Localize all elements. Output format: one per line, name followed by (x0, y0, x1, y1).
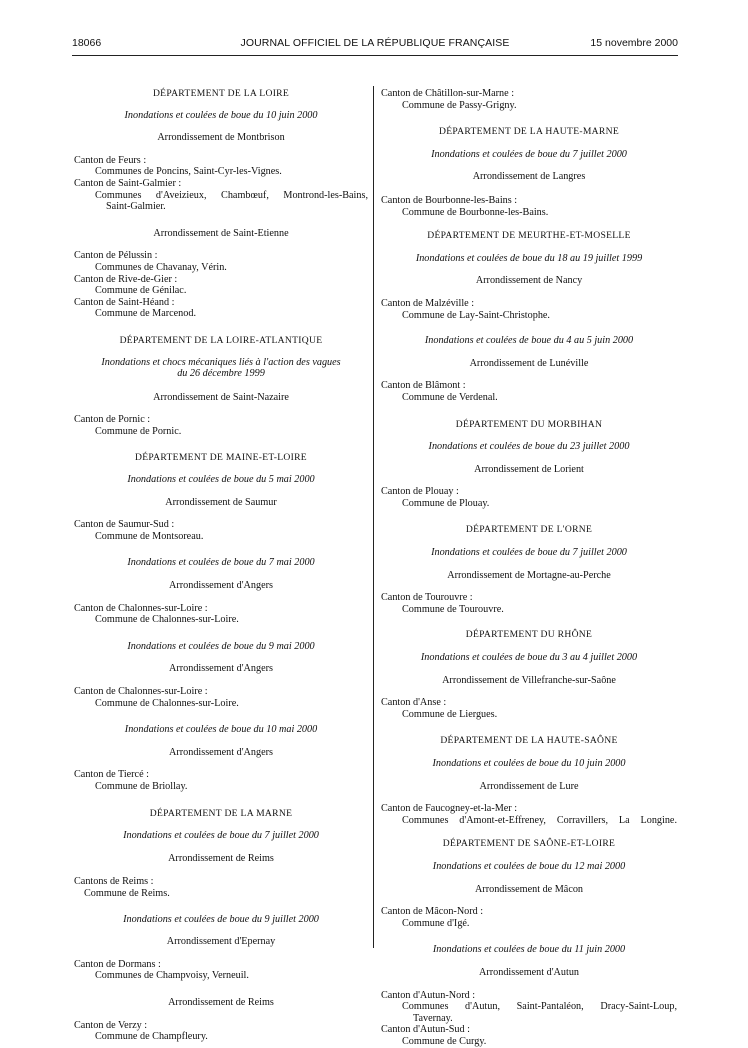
commune-line: Commune de Briollay. (95, 780, 188, 792)
page-header (72, 38, 678, 54)
event-heading: Inondations et coulées de boue du 7 mai 2000 (127, 557, 315, 569)
event-heading: Inondations et coulées de boue du 9 mai 2000 (127, 640, 315, 652)
event-heading: Inondations et coulées de boue du 7 juillet 2000 (431, 547, 627, 559)
canton-line: Canton d'Anse : (381, 697, 447, 709)
left-column (74, 88, 368, 1043)
commune-line: Commune de Verdenal. (402, 391, 498, 403)
event-heading: Inondations et coulées de boue du 5 mai 2000 (127, 474, 315, 486)
department-heading: DÉPARTEMENT DE MEURTHE-ET-MOSELLE (427, 230, 631, 242)
commune-line: Communes d'Aveizieux, Chambœuf, Montrond-les-Bains, (95, 189, 368, 201)
commune-line: Commune de Reims. (84, 887, 170, 899)
issue-date: 15 novembre 2000 (590, 37, 678, 49)
canton-line: Canton de Faucogney-et-la-Mer : (381, 803, 518, 815)
commune-line: Commune de Génilac. (95, 285, 187, 297)
arrondissement-heading: Arrondissement d'Angers (169, 663, 273, 675)
arrondissement-heading: Arrondissement d'Autun (478, 966, 580, 978)
commune-line: Commune de Lay-Saint-Christophe. (402, 309, 550, 321)
commune-line: Commune de Chalonnes-sur-Loire. (95, 697, 239, 709)
arrondissement-heading: Arrondissement de Langres (472, 171, 586, 183)
arrondissement-heading: Arrondissement de Lure (479, 780, 579, 792)
canton-line: Canton de Tiercé : (74, 769, 149, 781)
arrondissement-heading: Arrondissement de Montbrison (157, 132, 285, 144)
canton-line: Canton de Feurs : (74, 154, 147, 166)
arrondissement-heading: Arrondissement d'Epernay (166, 936, 276, 948)
canton-line: Canton de Châtillon-sur-Marne : (381, 88, 515, 99)
commune-line: Commune de Marcenod. (95, 308, 196, 320)
commune-line: Commune de Plouay. (402, 497, 490, 509)
event-heading: Inondations et coulées de boue du 23 juillet 2000 (428, 441, 630, 453)
commune-line: Communes de Poncins, Saint-Cyr-les-Vignes. (95, 166, 282, 178)
event-heading: Inondations et coulées de boue du 9 juillet 2000 (123, 913, 319, 925)
arrondissement-heading: Arrondissement d'Angers (169, 580, 273, 592)
canton-line: Canton de Tourouvre : (381, 592, 473, 604)
commune-line: Saint-Galmier. (106, 201, 166, 213)
canton-line: Canton de Dormans : (74, 958, 161, 970)
canton-line: Canton de Pélussin : (74, 250, 158, 262)
canton-line: Canton de Blâmont : (381, 380, 466, 392)
department-heading: DÉPARTEMENT DE LA HAUTE-MARNE (438, 126, 619, 138)
commune-line: Commune de Passy-Grigny. (402, 99, 517, 111)
column-divider (373, 86, 374, 948)
department-heading: DÉPARTEMENT DU MORBIHAN (455, 418, 603, 430)
department-heading: DÉPARTEMENT DE L'ORNE (465, 524, 593, 536)
arrondissement-heading: Arrondissement de Mâcon (474, 883, 584, 895)
canton-line: Canton d'Autun-Nord : (381, 989, 476, 1001)
arrondissement-heading: Arrondissement de Reims (168, 852, 274, 864)
commune-line: Commune de Montsoreau. (95, 530, 204, 542)
arrondissement-heading: Arrondissement de Saint-Nazaire (153, 391, 289, 403)
arrondissement-heading: Arrondissement d'Angers (169, 746, 273, 758)
commune-line: Commune de Curgy. (402, 1035, 487, 1047)
header-rule (72, 55, 678, 56)
department-heading: DÉPARTEMENT DE LA LOIRE-ATLANTIQUE (119, 334, 323, 346)
commune-line: Communes de Chavanay, Vérin. (95, 261, 227, 273)
arrondissement-heading: Arrondissement de Nancy (475, 275, 583, 287)
department-heading: DÉPARTEMENT DE SAÔNE-ET-LOIRE (442, 838, 616, 850)
arrondissement-heading: Arrondissement de Saumur (165, 496, 277, 508)
canton-line: Canton de Bourbonne-les-Bains : (381, 194, 518, 206)
department-heading: DÉPARTEMENT DE MAINE-ET-LOIRE (135, 452, 307, 464)
canton-line: Canton de Pornic : (74, 414, 151, 426)
canton-line: Canton de Plouay : (381, 486, 459, 498)
event-heading: du 26 décembre 1999 (177, 368, 265, 380)
arrondissement-heading: Arrondissement de Lorient (474, 463, 584, 475)
event-heading: Inondations et coulées de boue du 12 mai 2000 (432, 860, 626, 872)
commune-line: Commune de Tourouvre. (402, 603, 504, 615)
commune-line: Communes de Champvoisy, Verneuil. (95, 970, 249, 982)
journal-title: JOURNAL OFFICIEL DE LA RÉPUBLIQUE FRANÇAISE (240, 37, 510, 49)
right-column (381, 88, 677, 1048)
commune-line: Commune de Bourbonne-les-Bains. (402, 206, 549, 218)
department-heading: DÉPARTEMENT DE LA MARNE (149, 807, 293, 819)
event-heading: Inondations et coulées de boue du 7 juillet 2000 (431, 148, 627, 160)
canton-line: Canton d'Autun-Sud : (381, 1024, 470, 1036)
commune-line: Commune de Chalonnes-sur-Loire. (95, 614, 239, 626)
event-heading: Inondations et coulées de boue du 10 mai 2000 (124, 724, 318, 736)
canton-line: Canton de Saint-Héand : (74, 296, 175, 308)
arrondissement-heading: Arrondissement de Saint-Etienne (153, 227, 289, 239)
commune-line: Commune de Liergues. (402, 708, 498, 720)
canton-line: Cantons de Reims : (74, 876, 154, 888)
page-number: 18066 (72, 37, 102, 49)
event-heading: Inondations et coulées de boue du 10 juin 2000 (432, 758, 626, 769)
canton-line: Canton de Rive-de-Gier : (74, 273, 178, 285)
department-heading: DÉPARTEMENT DU RHÔNE (465, 629, 593, 641)
canton-line: Canton de Chalonnes-sur-Loire : (74, 686, 208, 697)
canton-line: Canton de Mâcon-Nord : (381, 906, 484, 918)
commune-line: Commune de Champfleury. (95, 1031, 208, 1043)
canton-line: Canton de Malzéville : (381, 297, 475, 309)
commune-line: Communes d'Autun, Saint-Pantaléon, Dracy-Saint-Loup, (402, 1001, 677, 1013)
event-heading: Inondations et coulées de boue du 4 au 5 juin 2000 (424, 335, 634, 347)
event-heading: Inondations et chocs mécaniques liés à l'action des vagues (101, 356, 341, 368)
department-heading: DÉPARTEMENT DE LA LOIRE (152, 88, 290, 99)
commune-line: Commune d'Igé. (402, 917, 470, 929)
canton-line: Canton de Chalonnes-sur-Loire : (74, 602, 208, 614)
canton-line: Canton de Saumur-Sud : (74, 519, 175, 531)
event-heading: Inondations et coulées de boue du 10 juin 2000 (124, 109, 318, 121)
event-heading: Inondations et coulées de boue du 11 juin 2000 (432, 944, 626, 956)
arrondissement-heading: Arrondissement de Lunéville (469, 357, 589, 369)
arrondissement-heading: Arrondissement de Villefranche-sur-Saône (442, 674, 616, 686)
canton-line: Canton de Saint-Galmier : (74, 177, 182, 189)
event-heading: Inondations et coulées de boue du 18 au 19 juillet 1999 (415, 252, 643, 264)
department-heading: DÉPARTEMENT DE LA HAUTE-SAÔNE (440, 735, 618, 747)
arrondissement-heading: Arrondissement de Mortagne-au-Perche (447, 569, 611, 581)
event-heading: Inondations et coulées de boue du 7 juillet 2000 (123, 830, 319, 842)
event-heading: Inondations et coulées de boue du 3 au 4 juillet 2000 (420, 652, 638, 664)
arrondissement-heading: Arrondissement de Reims (168, 996, 274, 1008)
commune-line: Commune de Pornic. (95, 425, 182, 437)
commune-line: Tavernay. (413, 1012, 453, 1024)
canton-line: Canton de Verzy : (74, 1019, 148, 1031)
commune-line: Communes d'Amont-et-Effreney, Corravillers, La Longine. (402, 814, 677, 826)
